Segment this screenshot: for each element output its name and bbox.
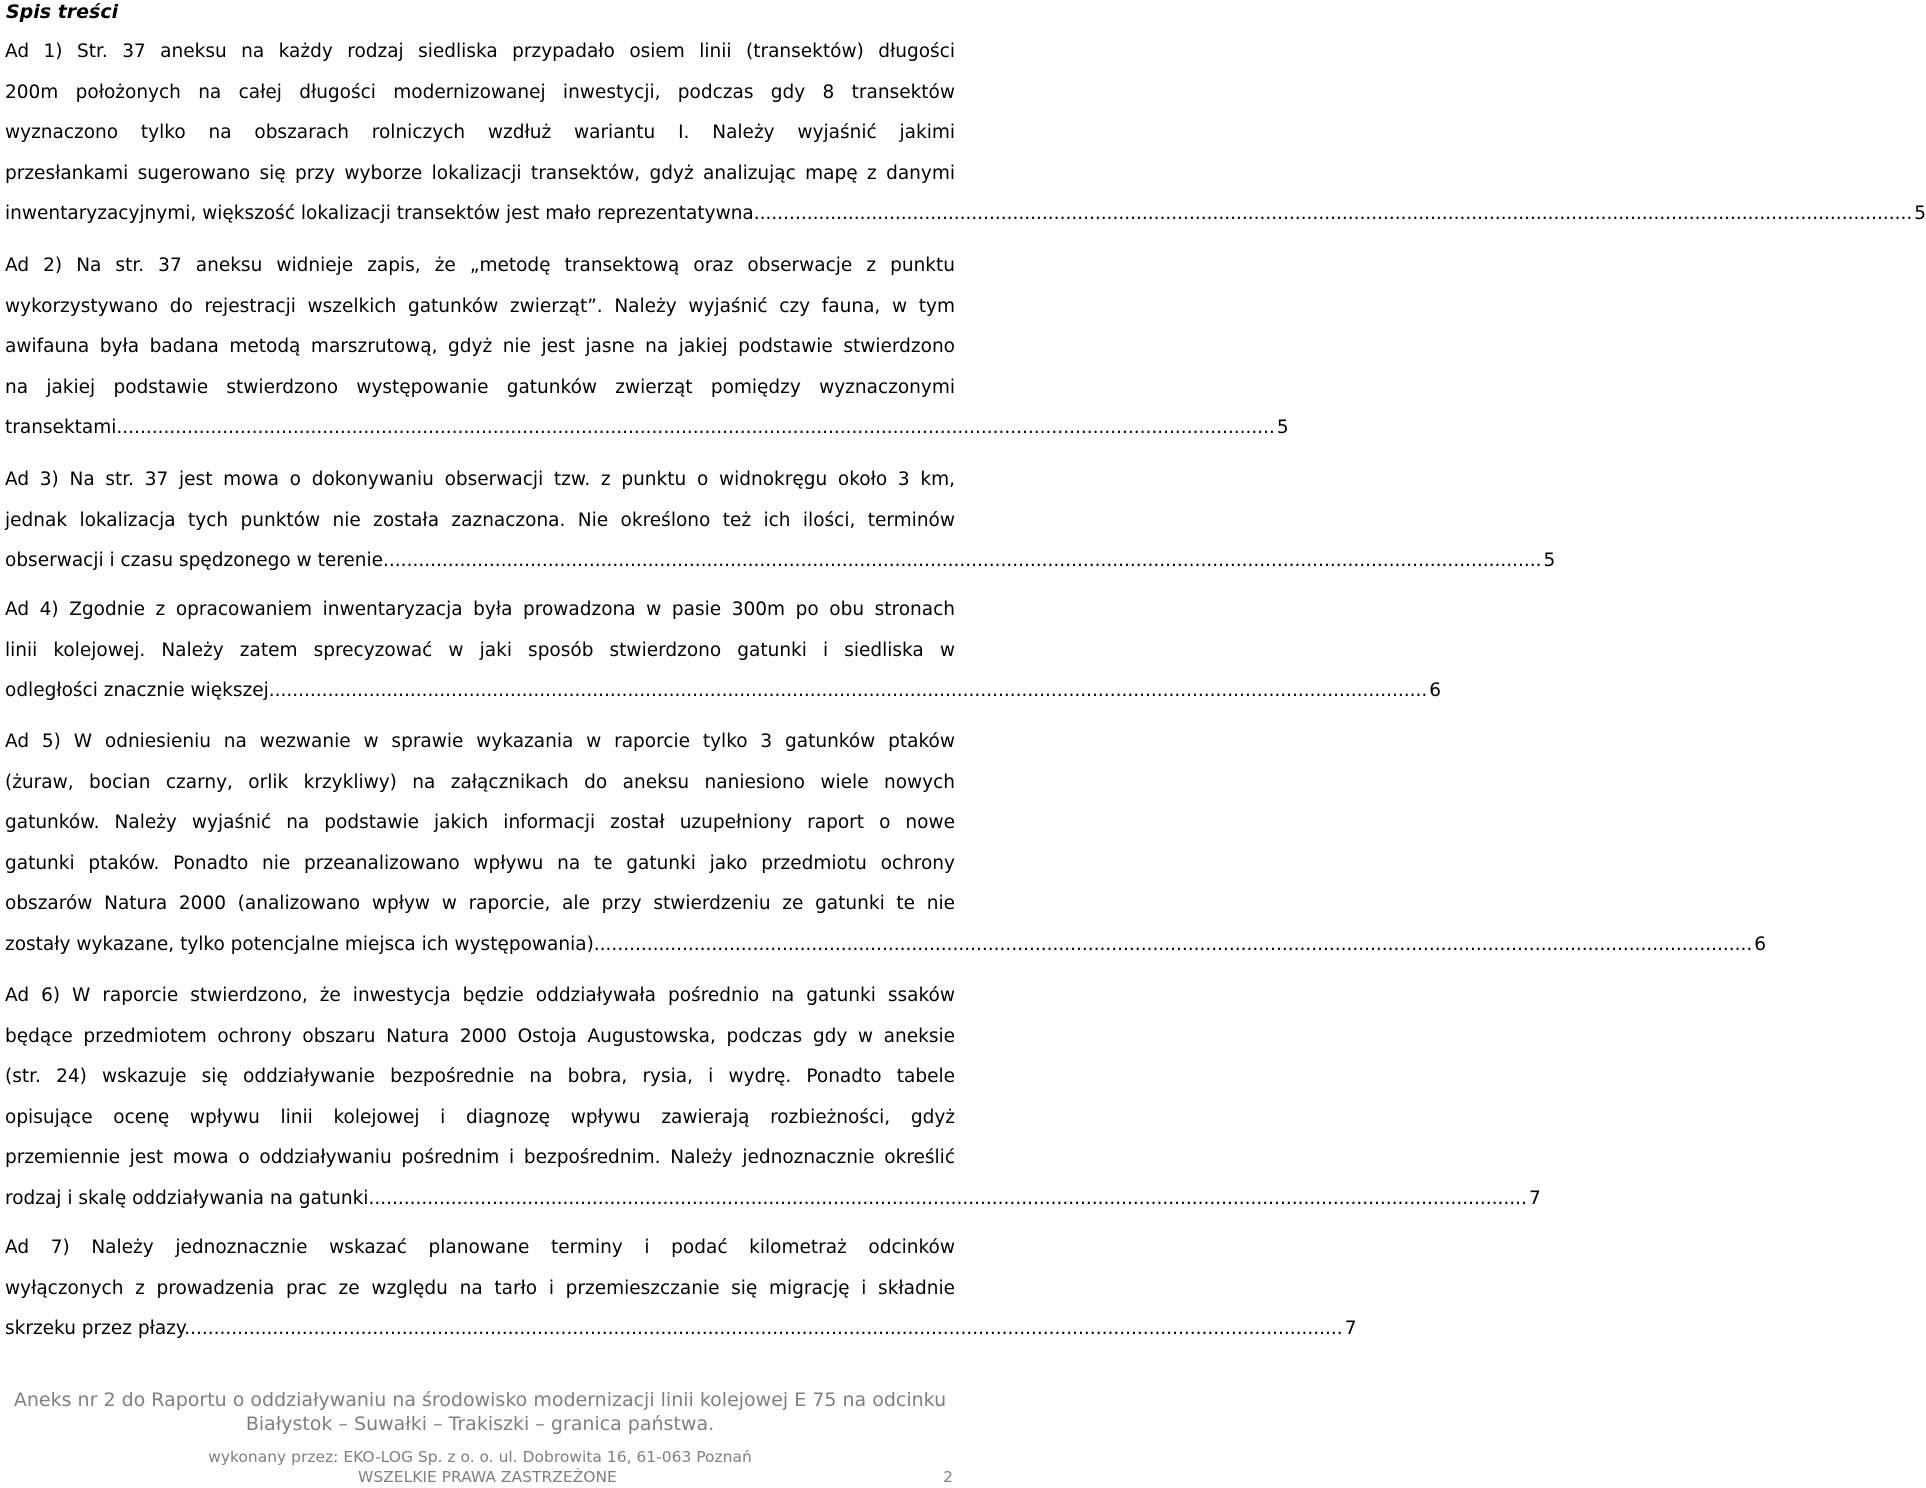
toc-entry-line: Ad 3) Na str. 37 jest mowa o dokonywaniu obserwacji tzw. z punktu o widnokręgu około 3 km, (5, 469, 955, 490)
toc-entry-line: wyznaczono tylko na obszarach rolniczych wzdłuż wariantu I. Należy wyjaśnić jakimi (5, 122, 955, 144)
page-number: 2 (943, 1468, 953, 1486)
toc-entry-line: wykorzystywano do rejestracji wszelkich gatunków zwierząt”. Należy wyjaśnić czy fauna, w tym (5, 295, 955, 317)
toc-entry-line: linii kolejowej. Należy zatem sprecyzować w jaki sposób stwierdzono gatunki i siedliska w (5, 639, 955, 661)
toc-entry-line: gatunki ptaków. Ponadto nie przeanalizowano wpływu na te gatunki jako przedmiotu ochrony (5, 852, 955, 874)
toc-entry-line: obszarów Natura 2000 (analizowano wpływ w raporcie, ale przy stwierdzeniu ze gatunki te nie (5, 893, 955, 915)
toc-entry-line: Ad 5) W odniesieniu na wezwanie w sprawie wykazania w raporcie tylko 3 gatunków ptaków (5, 731, 955, 752)
toc-entry-line: Ad 1) Str. 37 aneksu na każdy rodzaj siedliska przypadało osiem linii (transektów) długości (5, 41, 955, 62)
toc-entry-4[interactable] (5, 590, 1442, 712)
toc-page-number: 6 (1754, 933, 1767, 955)
toc-entry-line: transektami. (5, 417, 123, 439)
toc-entry-line: wyłączonych z prowadzenia prac ze względu na tarło i przemieszczanie się migrację i składnie (5, 1277, 955, 1299)
toc-entry-last-line (5, 1309, 1357, 1350)
toc-page-number: 5 (1543, 550, 1556, 572)
toc-entry-line: na jakiej podstawie stwierdzono występowanie gatunków zwierząt pomiędzy wyznaczonymi (5, 376, 955, 398)
toc-entry-line: Ad 6) W raporcie stwierdzono, że inwestycja będzie oddziaływała pośrednio na gatunki ssaków (5, 985, 955, 1006)
toc-entry-line: Ad 7) Należy jednoznacznie wskazać planowane terminy i podać kilometraż odcinków (5, 1237, 955, 1258)
toc-leader-dots: .................................................................................................................................................................................................... (599, 933, 1753, 955)
toc-page-number: 7 (1528, 1187, 1541, 1209)
toc-leader-dots: .................................................................................................................................................................................................... (759, 203, 1913, 225)
toc-page-number: 6 (1429, 680, 1442, 702)
toc-leader-dots: .................................................................................................................................................................................................... (190, 1318, 1343, 1340)
toc-page-number: 7 (1344, 1318, 1357, 1340)
footer-rights: WSZELKIE PRAWA ZASTRZEŻONE (358, 1468, 617, 1486)
footer-title (0, 1388, 960, 1436)
toc-entry-last-line (5, 194, 1926, 235)
toc-entry-line: 200m położonych na całej długości modernizowanej inwestycji, podczas gdy 8 transektów (5, 81, 955, 103)
toc-entry-line: odległości znacznie większej. (5, 680, 275, 702)
toc-entry-line: Ad 4) Zgodnie z opracowaniem inwentaryzacja była prowadzona w pasie 300m po obu stronach (5, 599, 955, 620)
toc-entry-line: rodzaj i skalę oddziaływania na gatunki. (5, 1187, 375, 1209)
toc-entry-line: przemiennie jest mowa o oddziaływaniu pośrednim i bezpośrednim. Należy jednoznacznie określić (5, 1147, 955, 1169)
toc-entry-line: (żuraw, bocian czarny, orlik krzykliwy) na załącznikach do aneksu naniesiono wiele nowych (5, 771, 955, 793)
footer-rights-row (0, 1468, 960, 1488)
toc-entry-2[interactable] (5, 246, 1289, 449)
toc-entry-line: jednak lokalizacja tych punktów nie została zaznaczona. Nie określono też ich ilości, terminów (5, 509, 955, 531)
toc-page-number: 5 (1914, 203, 1926, 225)
toc-entry-line: przesłankami sugerowano się przy wyborze lokalizacji transektów, gdyż analizując mapę z danymi (5, 162, 955, 184)
toc-entry-line: obserwacji i czasu spędzonego w terenie. (5, 550, 389, 572)
toc-entry-7[interactable] (5, 1228, 1357, 1350)
toc-entry-last-line (5, 408, 1289, 449)
toc-entry-last-line (5, 671, 1442, 712)
footer-title-line-1: Aneks nr 2 do Raportu o oddziaływaniu na środowisko modernizacji linii kolejowej E 75 na odcinku (13, 1389, 947, 1411)
footer-title-line-2: Białystok – Suwałki – Trakiszki – granica państwa. (245, 1413, 715, 1435)
toc-entry-line: Ad 2) Na str. 37 aneksu widnieje zapis, że „metodę transektową oraz obserwacje z punktu (5, 255, 955, 276)
toc-entry-line: (str. 24) wskazuje się oddziaływanie bezpośrednie na bobra, rysia, i wydrę. Ponadto tabele (5, 1066, 955, 1088)
toc-entry-5[interactable] (5, 722, 1767, 966)
toc-entry-last-line (5, 1179, 1541, 1220)
toc-entry-line: opisujące ocenę wpływu linii kolejowej i diagnozę wpływu zawierają rozbieżności, gdyż (5, 1106, 955, 1128)
toc-leader-dots: .................................................................................................................................................................................................... (388, 550, 1542, 572)
toc-entry-line: zostały wykazane, tylko potencjalne miejsca ich występowania). (5, 933, 600, 955)
toc-leader-dots: .................................................................................................................................................................................................... (374, 1187, 1527, 1209)
toc-entry-line: będące przedmiotem ochrony obszaru Natura 2000 Ostoja Augustowska, podczas gdy w aneksie (5, 1025, 955, 1047)
toc-entry-last-line (5, 925, 1767, 966)
toc-entry-line: inwentaryzacyjnymi, większość lokalizacji transektów jest mało reprezentatywna. (5, 203, 760, 225)
toc-entry-line: gatunków. Należy wyjaśnić na podstawie jakich informacji został uzupełniony raport o nowe (5, 812, 955, 834)
footer-author: wykonany przez: EKO-LOG Sp. z o. o. ul. Dobrowita 16, 61-063 Poznań (208, 1448, 752, 1466)
toc-page-number: 5 (1276, 417, 1289, 439)
toc-heading: Spis treści (6, 1, 119, 23)
toc-entry-1[interactable] (5, 32, 1926, 235)
toc-entry-6[interactable] (5, 976, 1541, 1220)
toc-entry-3[interactable] (5, 460, 1556, 582)
toc-leader-dots: .................................................................................................................................................................................................... (122, 417, 1275, 439)
toc-entry-line: awifauna była badana metodą marszrutową, gdyż nie jest jasne na jakiej podstawie stwierdzono (5, 336, 955, 358)
toc-leader-dots: .................................................................................................................................................................................................... (274, 680, 1428, 702)
toc-entry-last-line (5, 541, 1556, 582)
toc-entry-line: skrzeku przez płazy. (5, 1318, 191, 1340)
